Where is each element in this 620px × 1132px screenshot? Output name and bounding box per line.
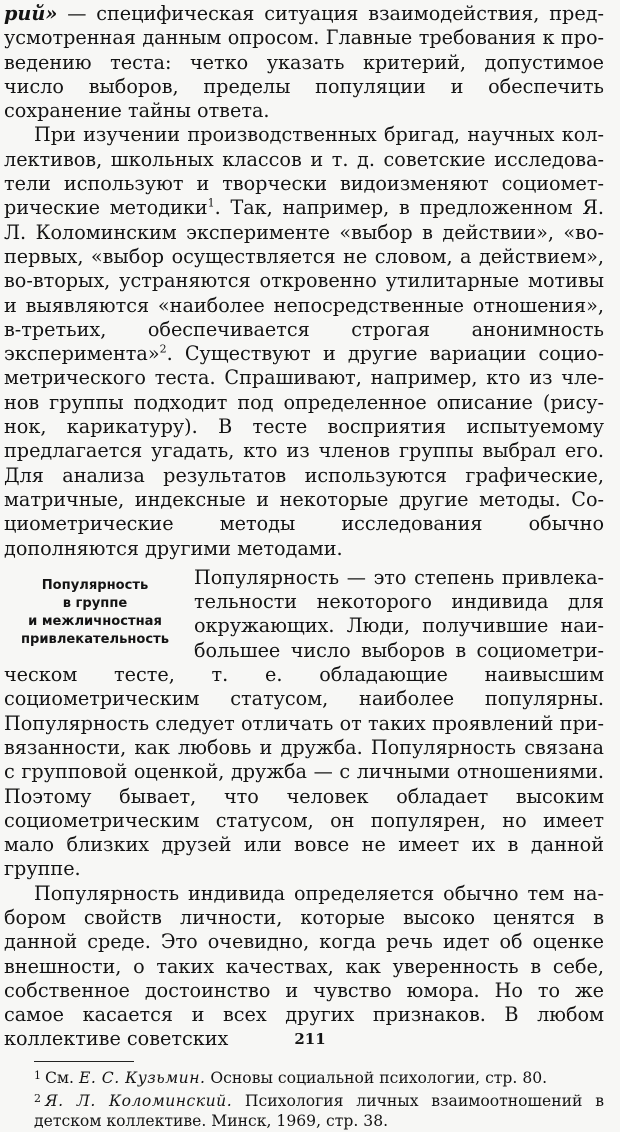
paragraph-1 — [4, 2, 604, 123]
footnote-text: Основы социальной психологии, стр. 80. — [205, 1069, 548, 1088]
footnote-divider — [34, 1061, 134, 1062]
footnote-author: Е. С. Кузьмин. — [78, 1069, 206, 1088]
book-page — [4, 2, 604, 1132]
paragraph-text: Популярность индивида определяется обычно тем набором свойств личности, которые высоко ценятся в данной среде. Это очевидно, когда речь идет об оценке внешности, о таких качествах, как уверенность в себе, собственное достоинство и чувство юмора. Но то же самое касается и всех других признаков. В любом коллективе советских — [4, 881, 604, 1051]
margin-heading-line: привлекательность — [20, 631, 170, 647]
margin-heading — [4, 577, 186, 649]
footnote-author: Я. Л. Коломинский. — [45, 1091, 233, 1110]
footnote-mark: 2 — [34, 1091, 41, 1105]
paragraph-text: Популярность — это степень привлекательности некоторого индивида для окружающих. Люди, получившие наибольшее число выборов в социометрическом тесте, т. е. обладающие наивысшим социометрическим статусом, наиболее популярны. Популярность следует отличать от таких проявлений привязанности, как любовь и дружба. Популярность связана с групповой оценкой, дружба — с личными отношениями. Поэтому бывает, что человек обладает высоким социометрическим статусом, он популярен, но имеет мало близких друзей или вовсе не имеет их в данной группе. — [4, 565, 604, 881]
margin-heading-line: в группе — [62, 595, 128, 611]
footnote-1 — [4, 1066, 604, 1089]
footnote-ref-1[interactable]: 1 — [207, 196, 215, 210]
paragraph-4 — [4, 882, 604, 1052]
paragraph-text: . Существуют и другие вариации социометрического теста. Спрашивают, например, кто из членов группы подходит под определенное описание (рисунок, карикатуру). В тесте восприятия испытуемому предлагается угадать, кто из членов группы выбрал его. Для анализа результатов используются графические, матричные, индексные и некоторые другие методы. Социометрические методы исследования обычно дополняются другими методами. — [4, 342, 604, 560]
footnote-prefix: См. — [45, 1069, 79, 1088]
section-popularity — [4, 561, 604, 882]
paragraph-lead: рий» — [4, 2, 58, 25]
paragraph-text: При изучении производственных бригад, научных коллективов, школьных классов и т. д. советские исследователи используют и творчески видоизменяют социометрические методики — [4, 123, 604, 220]
footnote-mark: 1 — [34, 1069, 41, 1083]
margin-heading-line: и межличностная — [28, 613, 162, 629]
footnote-text: Психология личных взаимоотношений в детском коллективе. Минск, 1969, стр. 38. — [34, 1091, 604, 1131]
paragraph-text: . Так, например, в предложенном Я. Л. Коломинским эксперименте «выбор в действии», «во-первых, «выбор осуществляется не словом, а действием», во-вторых, устраняются откровенно утилитарные мотивы и выявляются «наиболее непосредственные отношения», в-третьих, обеспечивается строгая анонимность эксперимента» — [4, 196, 604, 366]
page-number: 211 — [294, 1030, 326, 1048]
paragraph-text: — специфическая ситуация взаимодействия, предусмотренная данным опросом. Главные требования к проведению теста: четко указать критерий, допустимое число выборов, пределы популяции и обеспечить сохранение тайны ответа. — [4, 2, 604, 123]
footnote-ref-2[interactable]: 2 — [159, 342, 167, 356]
margin-heading-line: Популярность — [41, 577, 149, 593]
footnote-2 — [4, 1089, 604, 1132]
paragraph-2 — [4, 123, 604, 560]
